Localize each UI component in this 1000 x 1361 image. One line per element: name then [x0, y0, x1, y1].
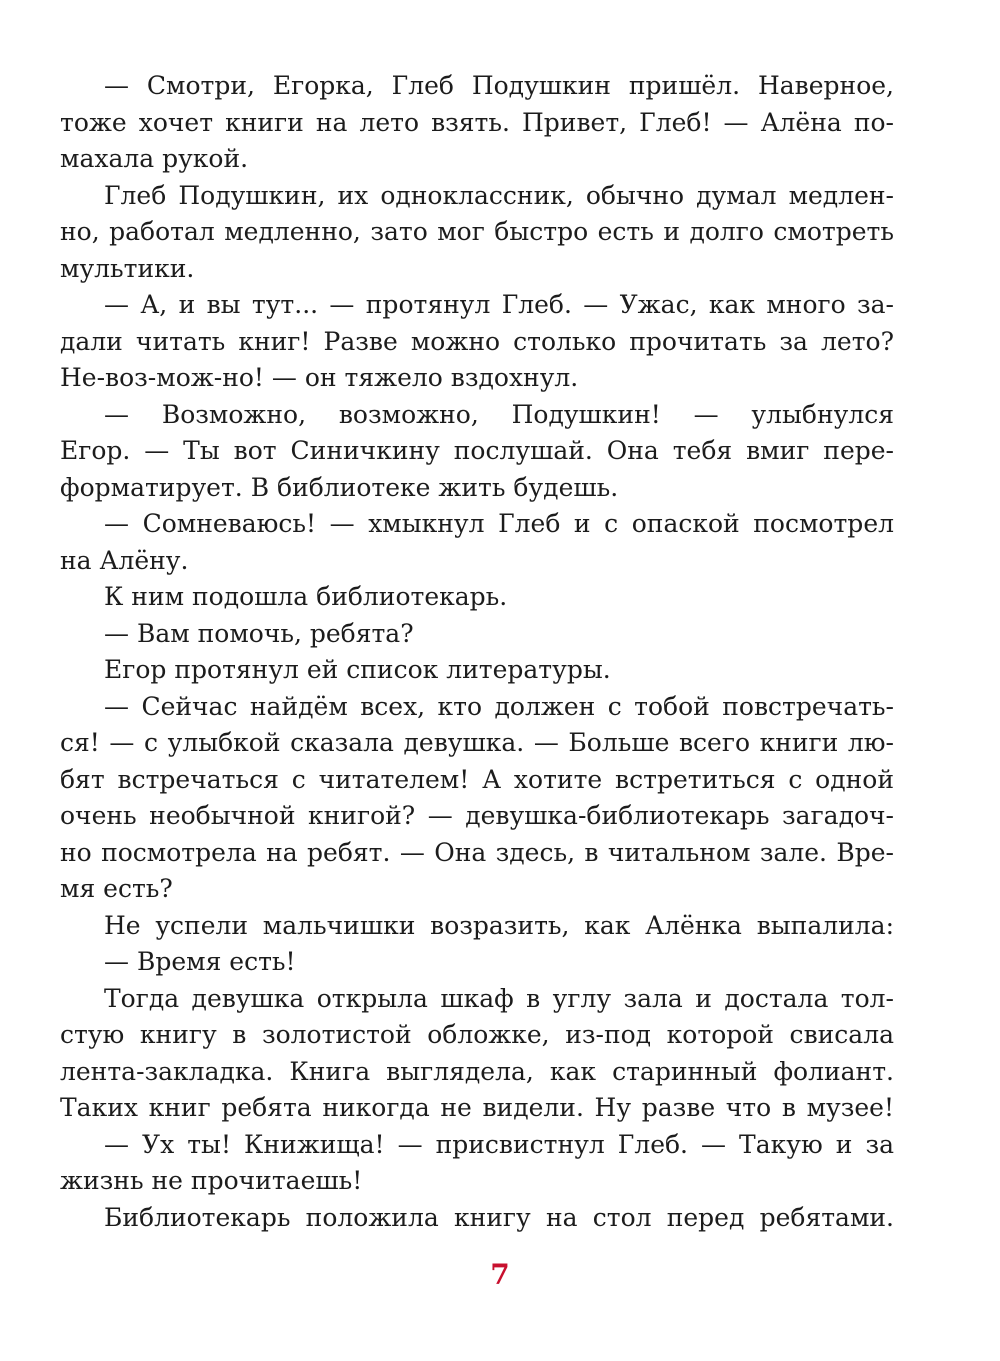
text-line: Таких книг ребята никогда не видели. Ну разве что в музее! [60, 1093, 894, 1122]
text-line: бят встречаться с читателем! А хотите встретиться с одной [60, 764, 894, 794]
text-line: — Ух ты! Книжища! — присвистнул Глеб. — Такую и за [104, 1129, 894, 1159]
text-line: К ним подошла библиотекарь. [104, 582, 508, 611]
text-line: очень необычной книгой? — девушка-библиотекарь загадоч- [60, 801, 894, 830]
text-line: мя есть? [60, 874, 173, 903]
text-line: Библиотекарь положила книгу на стол перед ребятами. [104, 1202, 894, 1232]
text-line: стую книгу в золотистой обложке, из-под которой свисала [60, 1020, 894, 1049]
text-line: — А, и вы тут... — протянул Глеб. — Ужас, как много за- [104, 290, 894, 319]
text-line: лента-закладка. Книга выглядела, как старинный фолиант. [60, 1056, 894, 1086]
text-line: — Возможно, возможно, Подушкин! — улыбнулся [104, 399, 894, 429]
text-line: на Алёну. [60, 545, 189, 575]
text-line: Тогда девушка открыла шкаф в углу зала и достала тол- [104, 983, 894, 1013]
text-line: мультики. [60, 253, 195, 283]
text-line: но, работал медленно, зато мог быстро есть и долго смотреть [60, 217, 894, 246]
text-line: — Смотри, Егорка, Глеб Подушкин пришёл. Наверное, [104, 71, 894, 100]
body-text [60, 68, 894, 1236]
text-line: Не-воз-мож-но! — он тяжело вздохнул. [60, 363, 579, 392]
text-line: дали читать книг! Разве можно столько прочитать за лето? [60, 326, 894, 356]
text-line: — Время есть! [104, 947, 296, 976]
text-line: Не успели мальчишки возразить, как Алёнка выпалила: [104, 910, 894, 940]
text-line: Глеб Подушкин, их одноклассник, обычно думал медлен- [104, 180, 894, 210]
text-line: Егор. — Ты вот Синичкину послушай. Она тебя вмиг пере- [60, 436, 894, 465]
text-line: форматирует. В библиотеке жить будешь. [60, 472, 619, 502]
text-line: жизнь не прочитаешь! [60, 1166, 363, 1195]
text-line: Егор протянул ей список литературы. [104, 655, 611, 684]
text-line: — Сомневаюсь! — хмыкнул Глеб и с опаской посмотрел [104, 509, 894, 538]
text-line: — Сейчас найдём всех, кто должен с тобой повстречать- [104, 691, 894, 721]
text-line: — Вам помочь, ребята? [104, 618, 414, 648]
text-line: но посмотрела на ребят. — Она здесь, в читальном зале. Вре- [60, 837, 894, 867]
text-line: махала рукой. [60, 144, 249, 173]
text-line: ся! — с улыбкой сказала девушка. — Больше всего книги лю- [60, 728, 894, 757]
page-number: 7 [490, 1258, 510, 1291]
text-line: тоже хочет книги на лето взять. Привет, Глеб! — Алёна по- [60, 107, 894, 137]
